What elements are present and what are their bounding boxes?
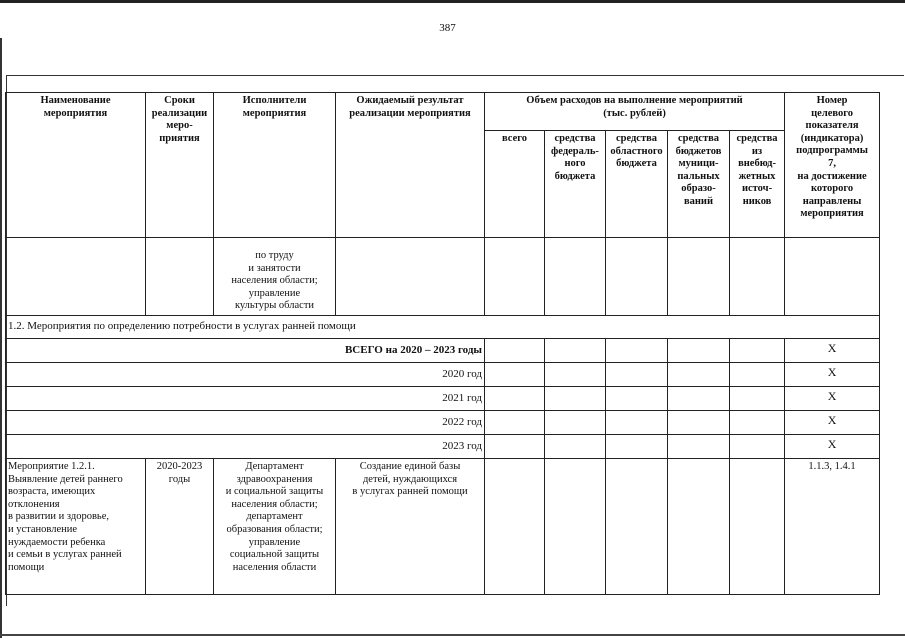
header-terms: Сроки реализации меро- приятия <box>146 93 214 238</box>
cell-empty <box>730 435 785 459</box>
cell-empty <box>545 459 606 595</box>
totals-row <box>6 339 880 363</box>
totals-label: 2023 год <box>6 435 485 459</box>
continuation-executors: по труду и занятости населения области; управление культуры области <box>214 238 336 316</box>
header-regional-budget: средства областного бюджета <box>606 131 668 238</box>
cell-empty <box>485 339 545 363</box>
cell-empty <box>485 411 545 435</box>
cell-empty <box>606 387 668 411</box>
header-expected-result: Ожидаемый результат реализации мероприятия <box>336 93 485 238</box>
cell-empty <box>545 411 606 435</box>
left-border-line <box>0 38 2 638</box>
cell-empty <box>668 387 730 411</box>
cell-empty <box>730 238 785 316</box>
header-municipal-budget: средства бюджетов муници- пальных образо- ваний <box>668 131 730 238</box>
section-title: 1.2. Мероприятия по определению потребности в услугах ранней помощи <box>6 316 880 339</box>
cell-empty <box>785 238 880 316</box>
cell-empty <box>668 411 730 435</box>
cell-empty <box>730 459 785 595</box>
cell-empty <box>730 339 785 363</box>
cell-empty <box>606 238 668 316</box>
cell-empty <box>545 387 606 411</box>
measure-indicator: 1.1.3, 1.4.1 <box>785 459 880 595</box>
cell-empty <box>730 363 785 387</box>
header-federal-budget: средства федераль- ного бюджета <box>545 131 606 238</box>
cell-empty <box>545 339 606 363</box>
totals-label: 2022 год <box>6 411 485 435</box>
cell-empty <box>485 387 545 411</box>
cell-empty <box>668 435 730 459</box>
totals-indicator-mark: Х <box>785 363 880 387</box>
continuation-row <box>6 238 880 316</box>
header-indicator-number: Номер целевого показателя (индикатора) подпрограммы 7, на достижение которого направлены мероприятия <box>785 93 880 238</box>
cell-empty <box>485 238 545 316</box>
totals-label: 2020 год <box>6 363 485 387</box>
top-border-line <box>0 0 905 3</box>
measure-expected-result: Создание единой базы детей, нуждающихся в услугах ранней помощи <box>336 459 485 595</box>
cell-empty <box>545 363 606 387</box>
cell-empty <box>606 411 668 435</box>
header-executors: Исполнители мероприятия <box>214 93 336 238</box>
cell-empty <box>730 387 785 411</box>
totals-indicator-mark: Х <box>785 387 880 411</box>
header-extrabudgetary: средства из внебюд- жетных источ- ников <box>730 131 785 238</box>
measure-name: Мероприятие 1.2.1. Выявление детей раннего возраста, имеющих отклонения в развитии и здоровье, и установление нуждаемости ребенка и семьи в услугах ранней помощи <box>6 459 146 595</box>
cell-empty <box>668 339 730 363</box>
totals-row <box>6 387 880 411</box>
bottom-border-line <box>0 634 905 636</box>
measure-row <box>6 459 880 595</box>
header-expenditure-volume: Объем расходов на выполнение мероприятий (тыс. рублей) <box>485 93 785 131</box>
section-row <box>6 316 880 339</box>
totals-label: ВСЕГО на 2020 – 2023 годы <box>6 339 485 363</box>
cell-empty <box>668 363 730 387</box>
measures-table <box>5 92 880 595</box>
cell-empty <box>545 238 606 316</box>
totals-indicator-mark: Х <box>785 435 880 459</box>
cell-empty <box>606 363 668 387</box>
cell-empty <box>730 411 785 435</box>
header-total: всего <box>485 131 545 238</box>
cell-empty <box>606 459 668 595</box>
cell-empty <box>485 363 545 387</box>
measure-executors: Департамент здравоохранения и социальной защиты населения области; департамент образования области; управление социальной защиты населения области <box>214 459 336 595</box>
header-name: Наименование мероприятия <box>6 93 146 238</box>
cell-empty <box>485 435 545 459</box>
cell-empty <box>606 339 668 363</box>
cell-empty <box>336 238 485 316</box>
totals-indicator-mark: Х <box>785 411 880 435</box>
page-number: 387 <box>439 22 456 34</box>
totals-row <box>6 411 880 435</box>
measure-terms: 2020-2023 годы <box>146 459 214 595</box>
cell-empty <box>606 435 668 459</box>
cell-empty <box>668 459 730 595</box>
totals-row <box>6 435 880 459</box>
cell-empty <box>545 435 606 459</box>
totals-label: 2021 год <box>6 387 485 411</box>
totals-indicator-mark: Х <box>785 339 880 363</box>
cell-empty <box>668 238 730 316</box>
cell-empty <box>6 238 146 316</box>
totals-row <box>6 363 880 387</box>
cell-empty <box>485 459 545 595</box>
header-row <box>6 93 880 131</box>
cell-empty <box>146 238 214 316</box>
